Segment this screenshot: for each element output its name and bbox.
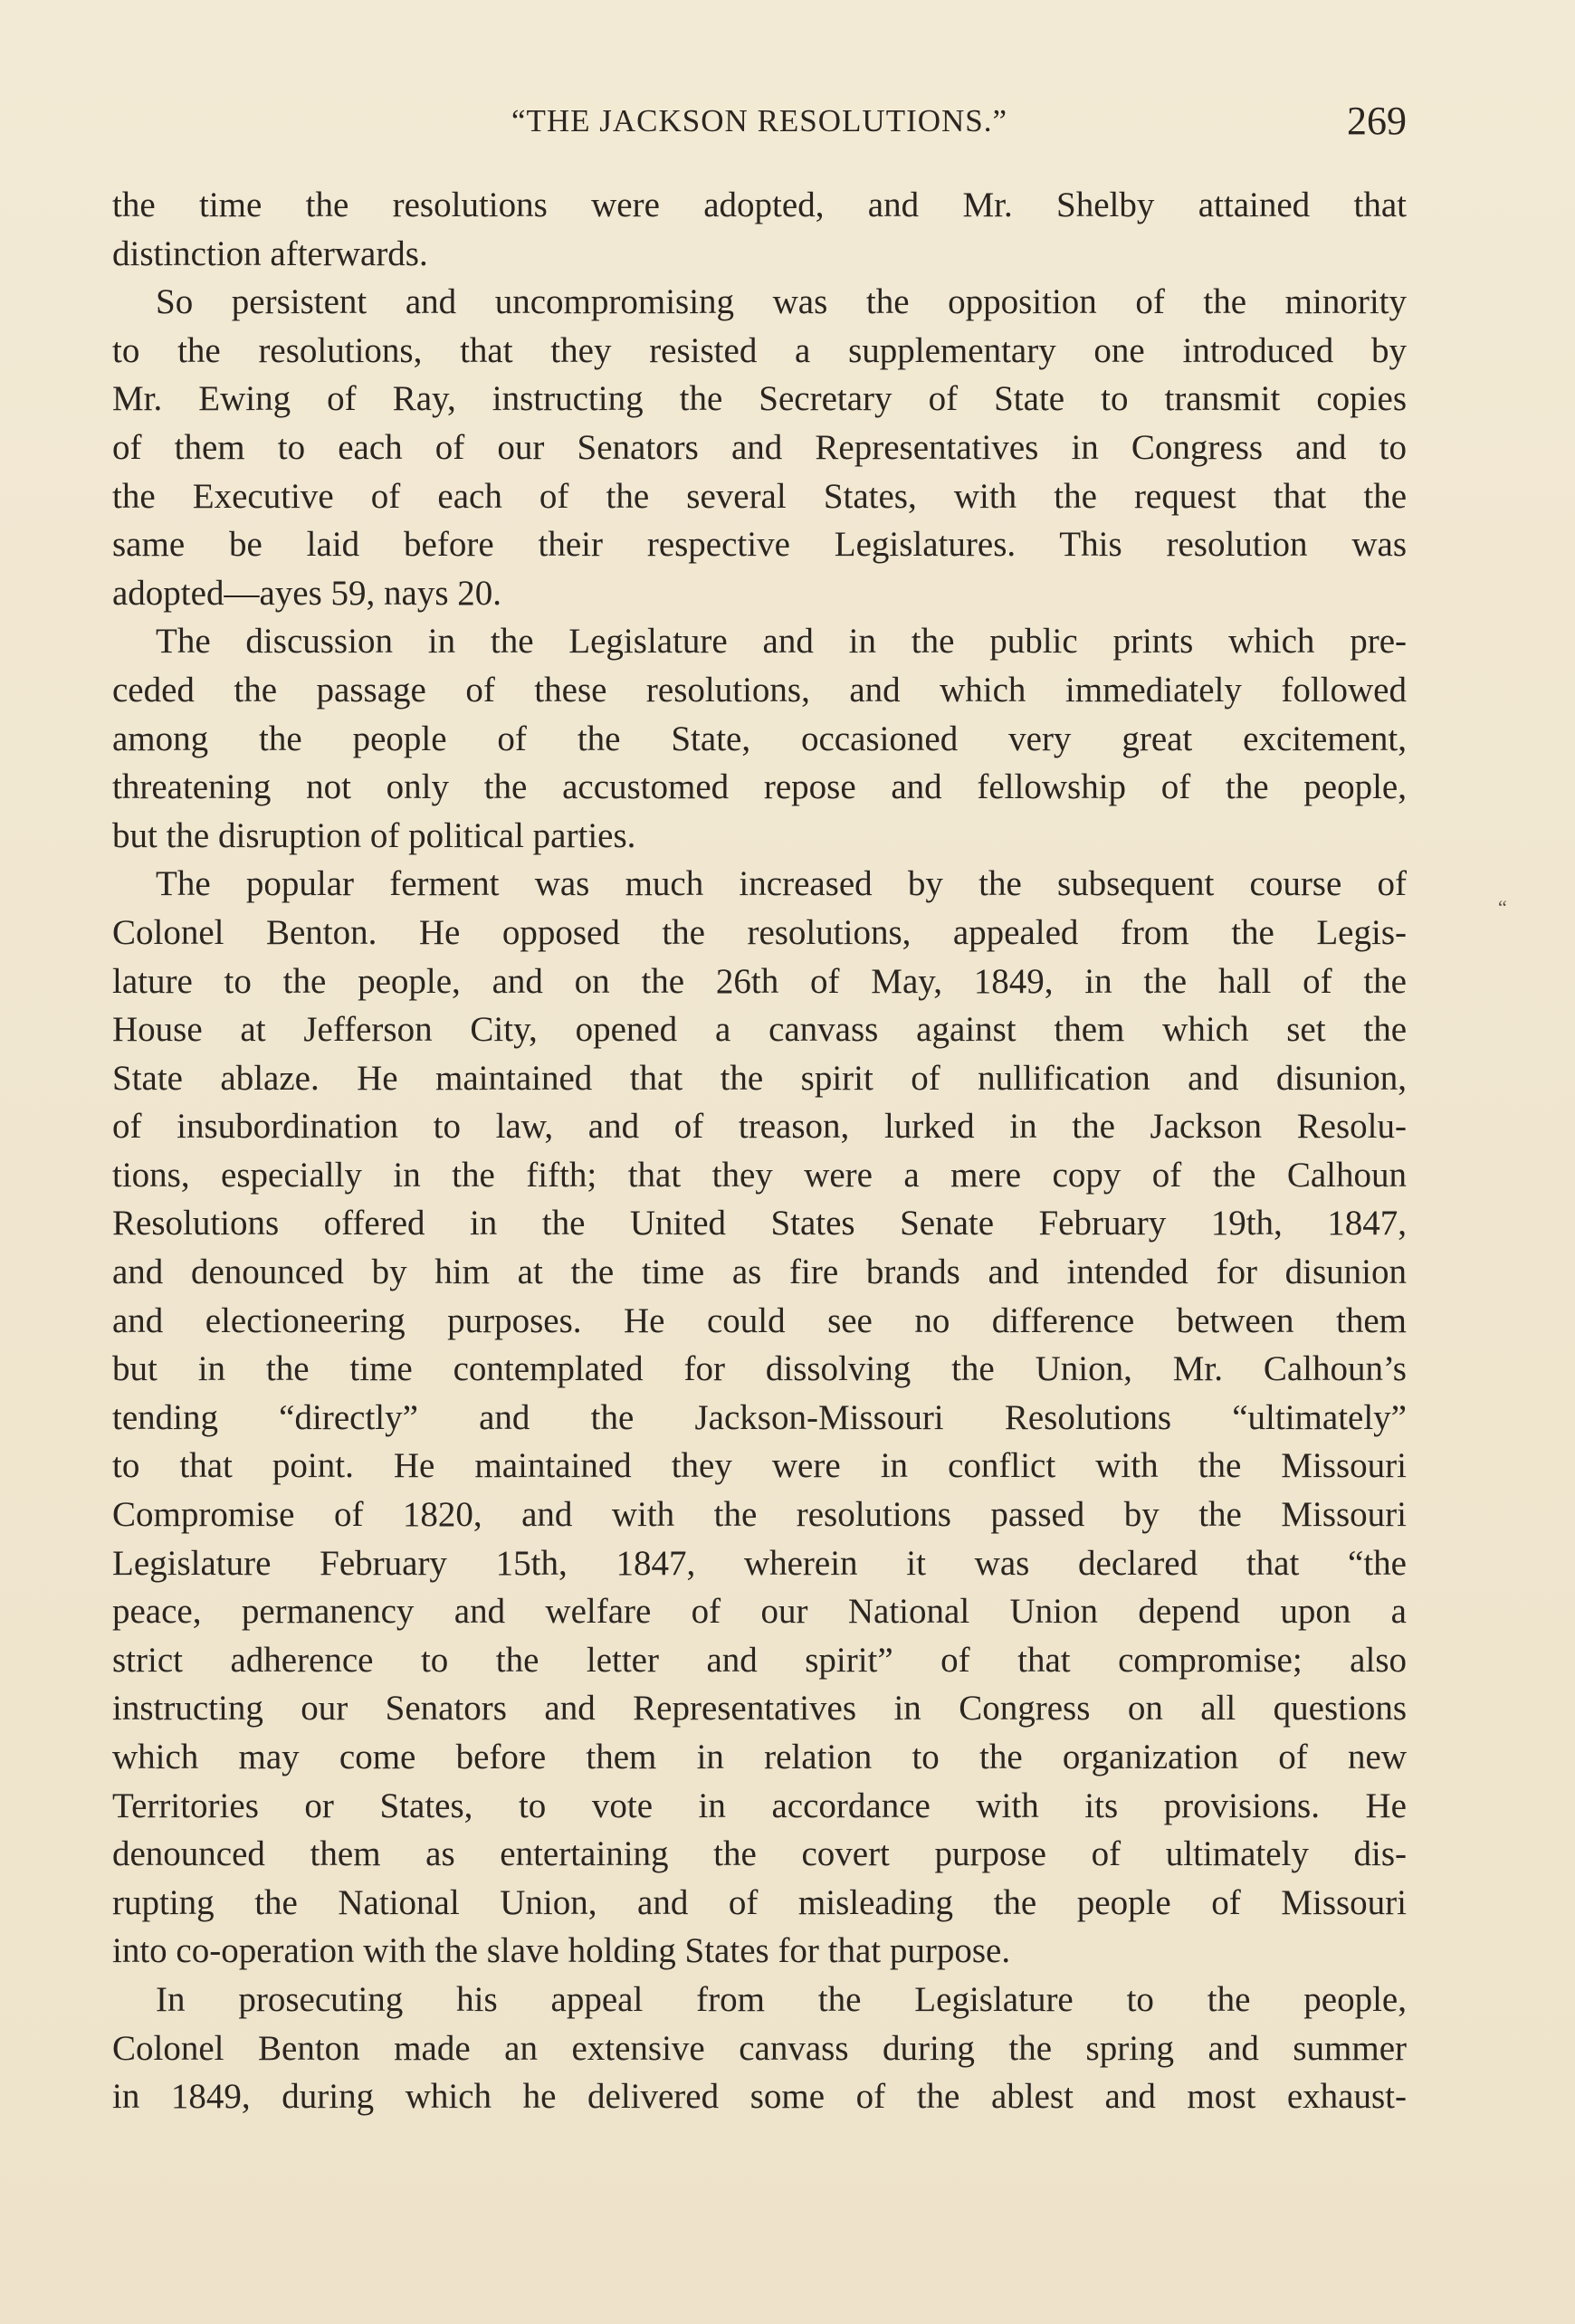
text-line: rupting the National Union, and of misleading the people of Missouri xyxy=(112,1882,1407,1922)
text-line: the time the resolutions were adopted, and Mr. Shelby attained that xyxy=(112,186,1407,224)
text-line: Colonel Benton. He opposed the resolutions, appealed from the Legis- xyxy=(112,912,1407,952)
text-line: same be laid before their respective Legislatures. This resolution was xyxy=(112,525,1407,565)
text-line: The popular ferment was much increased by the subsequent course of xyxy=(156,864,1407,904)
text-line: of insubordination to law, and of treason, lurked in the Jackson Resolu- xyxy=(112,1107,1407,1147)
text-line: and denounced by him at the time as fire brands and intended for disunion xyxy=(112,1252,1407,1292)
text-line: among the people of the State, occasioned very great excitement, xyxy=(112,719,1407,758)
text-line: instructing our Senators and Representatives in Congress on all questions xyxy=(112,1689,1407,1729)
text-line: in 1849, during which he delivered some of the ablest and most exhaust- xyxy=(112,2077,1407,2117)
text-line: tending “directly” and the Jackson-Missouri Resolutions “ultimately” xyxy=(112,1397,1407,1437)
text-line: adopted—ayes 59, nays 20. xyxy=(112,573,501,613)
margin-mark: “ xyxy=(1498,896,1507,919)
text-line: Mr. Ewing of Ray, instructing the Secretary of State to transmit copies xyxy=(112,379,1407,419)
text-line: to that point. He maintained they were in conflict with the Missouri xyxy=(112,1446,1407,1486)
running-title: “THE JACKSON RESOLUTIONS.” xyxy=(511,103,1008,138)
text-line: So persistent and uncompromising was the opposition of the minority xyxy=(156,282,1407,322)
text-line: but the disruption of political parties. xyxy=(112,815,636,855)
text-line: into co-operation with the slave holding States for that purpose. xyxy=(112,1931,1011,1971)
text-line: Colonel Benton made an extensive canvass during the spring and summer xyxy=(112,2028,1407,2068)
body-text xyxy=(112,181,1407,2121)
text-line: denounced them as entertaining the covert purpose of ultimately dis- xyxy=(112,1834,1407,1874)
running-head xyxy=(112,98,1407,152)
text-line: peace, permanency and welfare of our National Union depend upon a xyxy=(112,1592,1407,1632)
text-line: tions, especially in the fifth; that they were a mere copy of the Calhoun xyxy=(112,1155,1407,1195)
text-line: Territories or States, to vote in accordance with its provisions. He xyxy=(112,1786,1407,1825)
text-line: to the resolutions, that they resisted a supplementary one introduced by xyxy=(112,330,1407,370)
text-line: State ablaze. He maintained that the spirit of nullification and disunion, xyxy=(112,1058,1407,1098)
text-line: In prosecuting his appeal from the Legislature to the people, xyxy=(156,1979,1407,2019)
text-line: distinction afterwards. xyxy=(112,233,428,273)
text-line: lature to the people, and on the 26th of May, 1849, in the hall of the xyxy=(112,961,1407,1001)
text-line: Resolutions offered in the United States Senate February 19th, 1847, xyxy=(112,1204,1407,1243)
text-line: strict adherence to the letter and spirit” of that compromise; also xyxy=(112,1640,1407,1680)
text-line: House at Jefferson City, opened a canvass against them which set the xyxy=(112,1010,1407,1050)
text-line: but in the time contemplated for dissolving the Union, Mr. Calhoun’s xyxy=(112,1349,1407,1389)
text-line: the Executive of each of the several States, with the request that the xyxy=(112,476,1407,516)
text-line: Legislature February 15th, 1847, wherein it was declared that “the xyxy=(112,1543,1407,1583)
text-line: which may come before them in relation to the organization of new xyxy=(112,1738,1407,1776)
text-line: of them to each of our Senators and Representatives in Congress and to xyxy=(112,427,1407,467)
page-number: 269 xyxy=(1347,99,1407,143)
text-line: The discussion in the Legislature and in the public prints which pre- xyxy=(156,622,1407,662)
text-line: and electioneering purposes. He could see no difference between them xyxy=(112,1300,1407,1340)
text-line: ceded the passage of these resolutions, and which immediately followed xyxy=(112,670,1407,710)
text-line: threatening not only the accustomed repose and fellowship of the people, xyxy=(112,767,1407,807)
text-line: Compromise of 1820, and with the resolutions passed by the Missouri xyxy=(112,1495,1407,1535)
